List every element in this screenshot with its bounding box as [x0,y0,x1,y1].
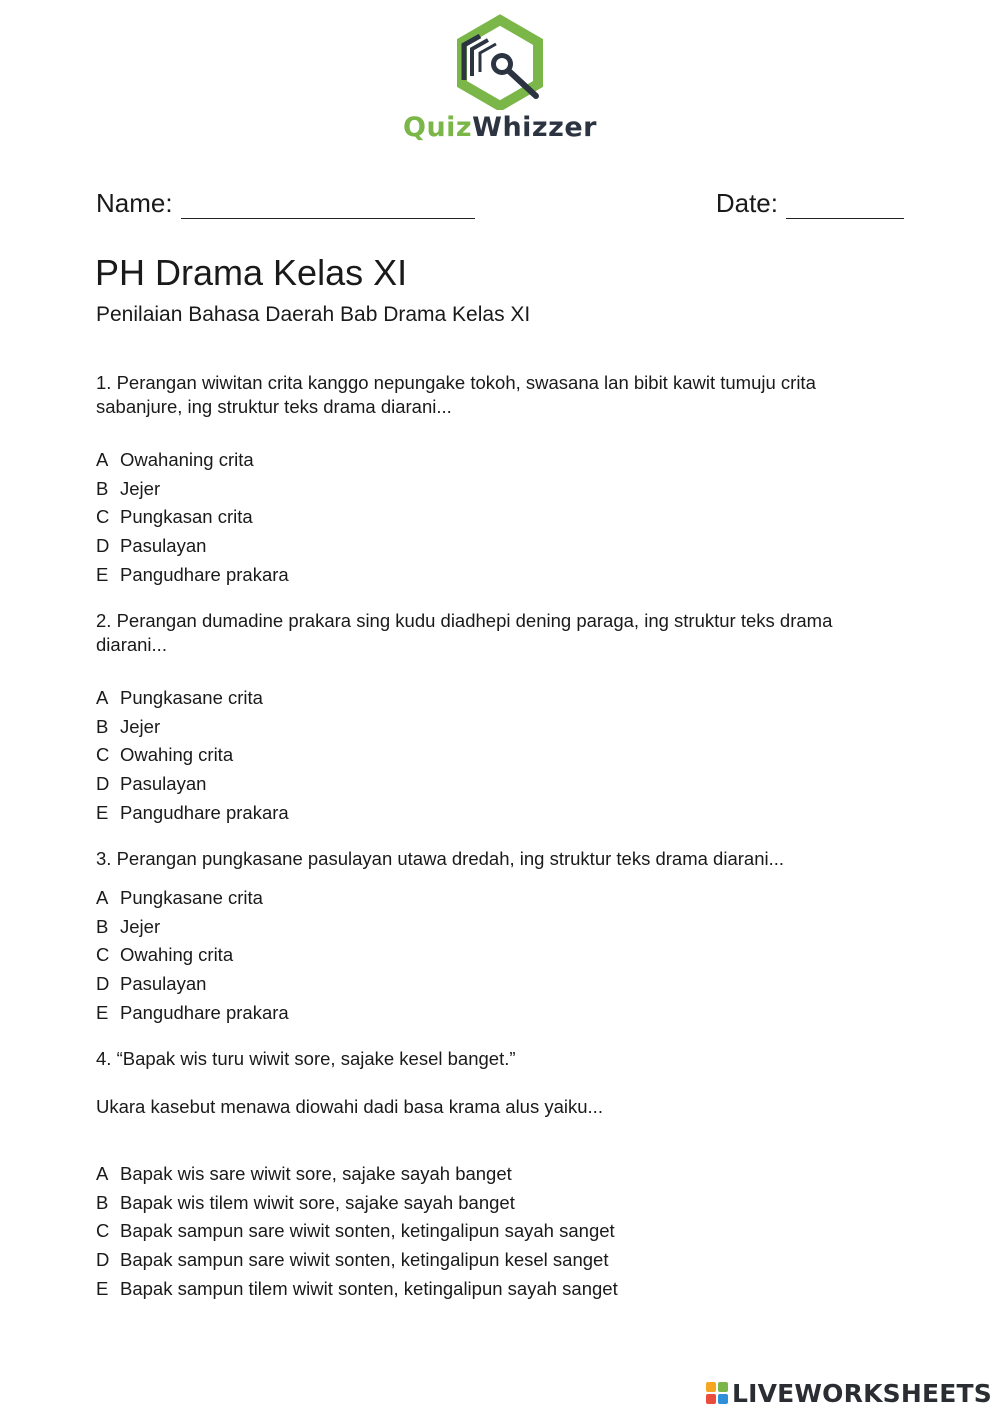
q4-option-e[interactable] [96,1277,618,1301]
liveworksheets-badge-icon [706,1382,728,1404]
option-text: Jejer [120,916,161,937]
option-text: Pungkasan crita [120,506,253,527]
option-letter: C [96,506,110,527]
option-letter: D [96,973,110,994]
q3-option-c[interactable] [96,943,233,967]
name-label: Name: [96,188,173,218]
q2-option-e[interactable] [96,801,289,825]
worksheet-subtitle: Penilaian Bahasa Daerah Bab Drama Kelas XI [96,303,531,326]
option-letter: D [96,1249,110,1270]
option-text: Pasulayan [120,535,207,556]
q1-option-e[interactable] [96,563,289,587]
badge-square-green [718,1382,728,1392]
q3-option-d[interactable] [96,972,206,996]
q1-option-a[interactable] [96,448,254,472]
q1-option-c[interactable] [96,505,253,529]
option-letter: E [96,1002,109,1023]
option-text: Pungkasane crita [120,687,263,708]
option-letter: D [96,535,110,556]
option-text: Pungkasane crita [120,887,263,908]
quizwhizzer-logo [0,14,1000,143]
logo-brand-quiz: Quiz [403,112,473,143]
option-letter: A [96,887,109,908]
q4-option-c[interactable] [96,1219,615,1243]
badge-square-orange [706,1382,716,1392]
option-text: Jejer [120,478,161,499]
option-letter: C [96,744,110,765]
badge-square-red [706,1394,716,1404]
option-letter: C [96,944,110,965]
date-field [716,188,904,219]
option-text: Owahaning crita [120,449,254,470]
watermark-text: LIVEWORKSHEETS [731,1378,992,1408]
badge-square-blue [718,1394,728,1404]
question-3-text: 3. Perangan pungkasane pasulayan utawa dredah, ing struktur teks drama diarani... [96,848,785,869]
question-1-text: 1. Perangan wiwitan crita kanggo nepungake tokoh, swasana lan bibit kawit tumuju crita sabanjure, ing struktur teks drama diarani... [96,372,816,417]
option-text: Pangudhare prakara [120,802,289,823]
q2-option-b[interactable] [96,715,160,739]
q4-option-a[interactable] [96,1162,512,1186]
option-letter: A [96,449,109,470]
option-letter: D [96,773,110,794]
q2-option-d[interactable] [96,772,206,796]
logo-wordmark [0,112,1000,143]
date-label: Date: [715,188,778,218]
name-input-line[interactable] [181,196,475,219]
question-4-instruction: Ukara kasebut menawa diowahi dadi basa krama alus yaiku... [96,1096,603,1117]
option-text: Bapak wis sare wiwit sore, sajake sayah banget [120,1163,512,1184]
option-letter: C [96,1220,110,1241]
option-letter: E [96,1278,109,1299]
q1-option-d[interactable] [96,534,206,558]
option-letter: A [96,1163,109,1184]
question-2-text: 2. Perangan dumadine prakara sing kudu diadhepi dening paraga, ing struktur teks drama diarani... [96,610,833,655]
option-text: Jejer [120,716,161,737]
question-4-text: 4. “Bapak wis turu wiwit sore, sajake kesel banget.” [96,1048,516,1069]
q3-option-e[interactable] [96,1001,289,1025]
logo-brand-whizzer: Whizzer [472,112,597,143]
option-text: Owahing crita [120,744,234,765]
student-info-row [96,188,904,224]
option-text: Bapak sampun tilem wiwit sonten, ketingalipun sayah sanget [120,1278,618,1299]
option-letter: B [96,916,109,937]
q3-option-a[interactable] [96,886,263,910]
option-text: Pangudhare prakara [120,564,289,585]
option-letter: B [96,1192,109,1213]
option-text: Bapak wis tilem wiwit sore, sajake sayah banget [120,1192,515,1213]
option-text: Bapak sampun sare wiwit sonten, ketingalipun kesel sanget [120,1249,609,1270]
option-letter: E [96,564,109,585]
option-text: Pangudhare prakara [120,1002,289,1023]
q2-option-a[interactable] [96,686,263,710]
option-letter: B [96,478,109,499]
date-input-line[interactable] [786,196,904,219]
worksheet-title: PH Drama Kelas XI [95,252,408,293]
name-field [96,188,475,219]
q2-option-c[interactable] [96,743,233,767]
option-text: Pasulayan [120,773,207,794]
option-letter: E [96,802,109,823]
liveworksheets-watermark [706,1379,992,1407]
option-text: Pasulayan [120,973,207,994]
hexagon-magnifier-icon [452,14,548,110]
q4-option-d[interactable] [96,1248,608,1272]
q3-option-b[interactable] [96,915,160,939]
option-text: Bapak sampun sare wiwit sonten, ketingalipun sayah sanget [120,1220,615,1241]
option-text: Owahing crita [120,944,234,965]
option-letter: B [96,716,109,737]
option-letter: A [96,687,109,708]
q1-option-b[interactable] [96,477,160,501]
q4-option-b[interactable] [96,1191,515,1215]
